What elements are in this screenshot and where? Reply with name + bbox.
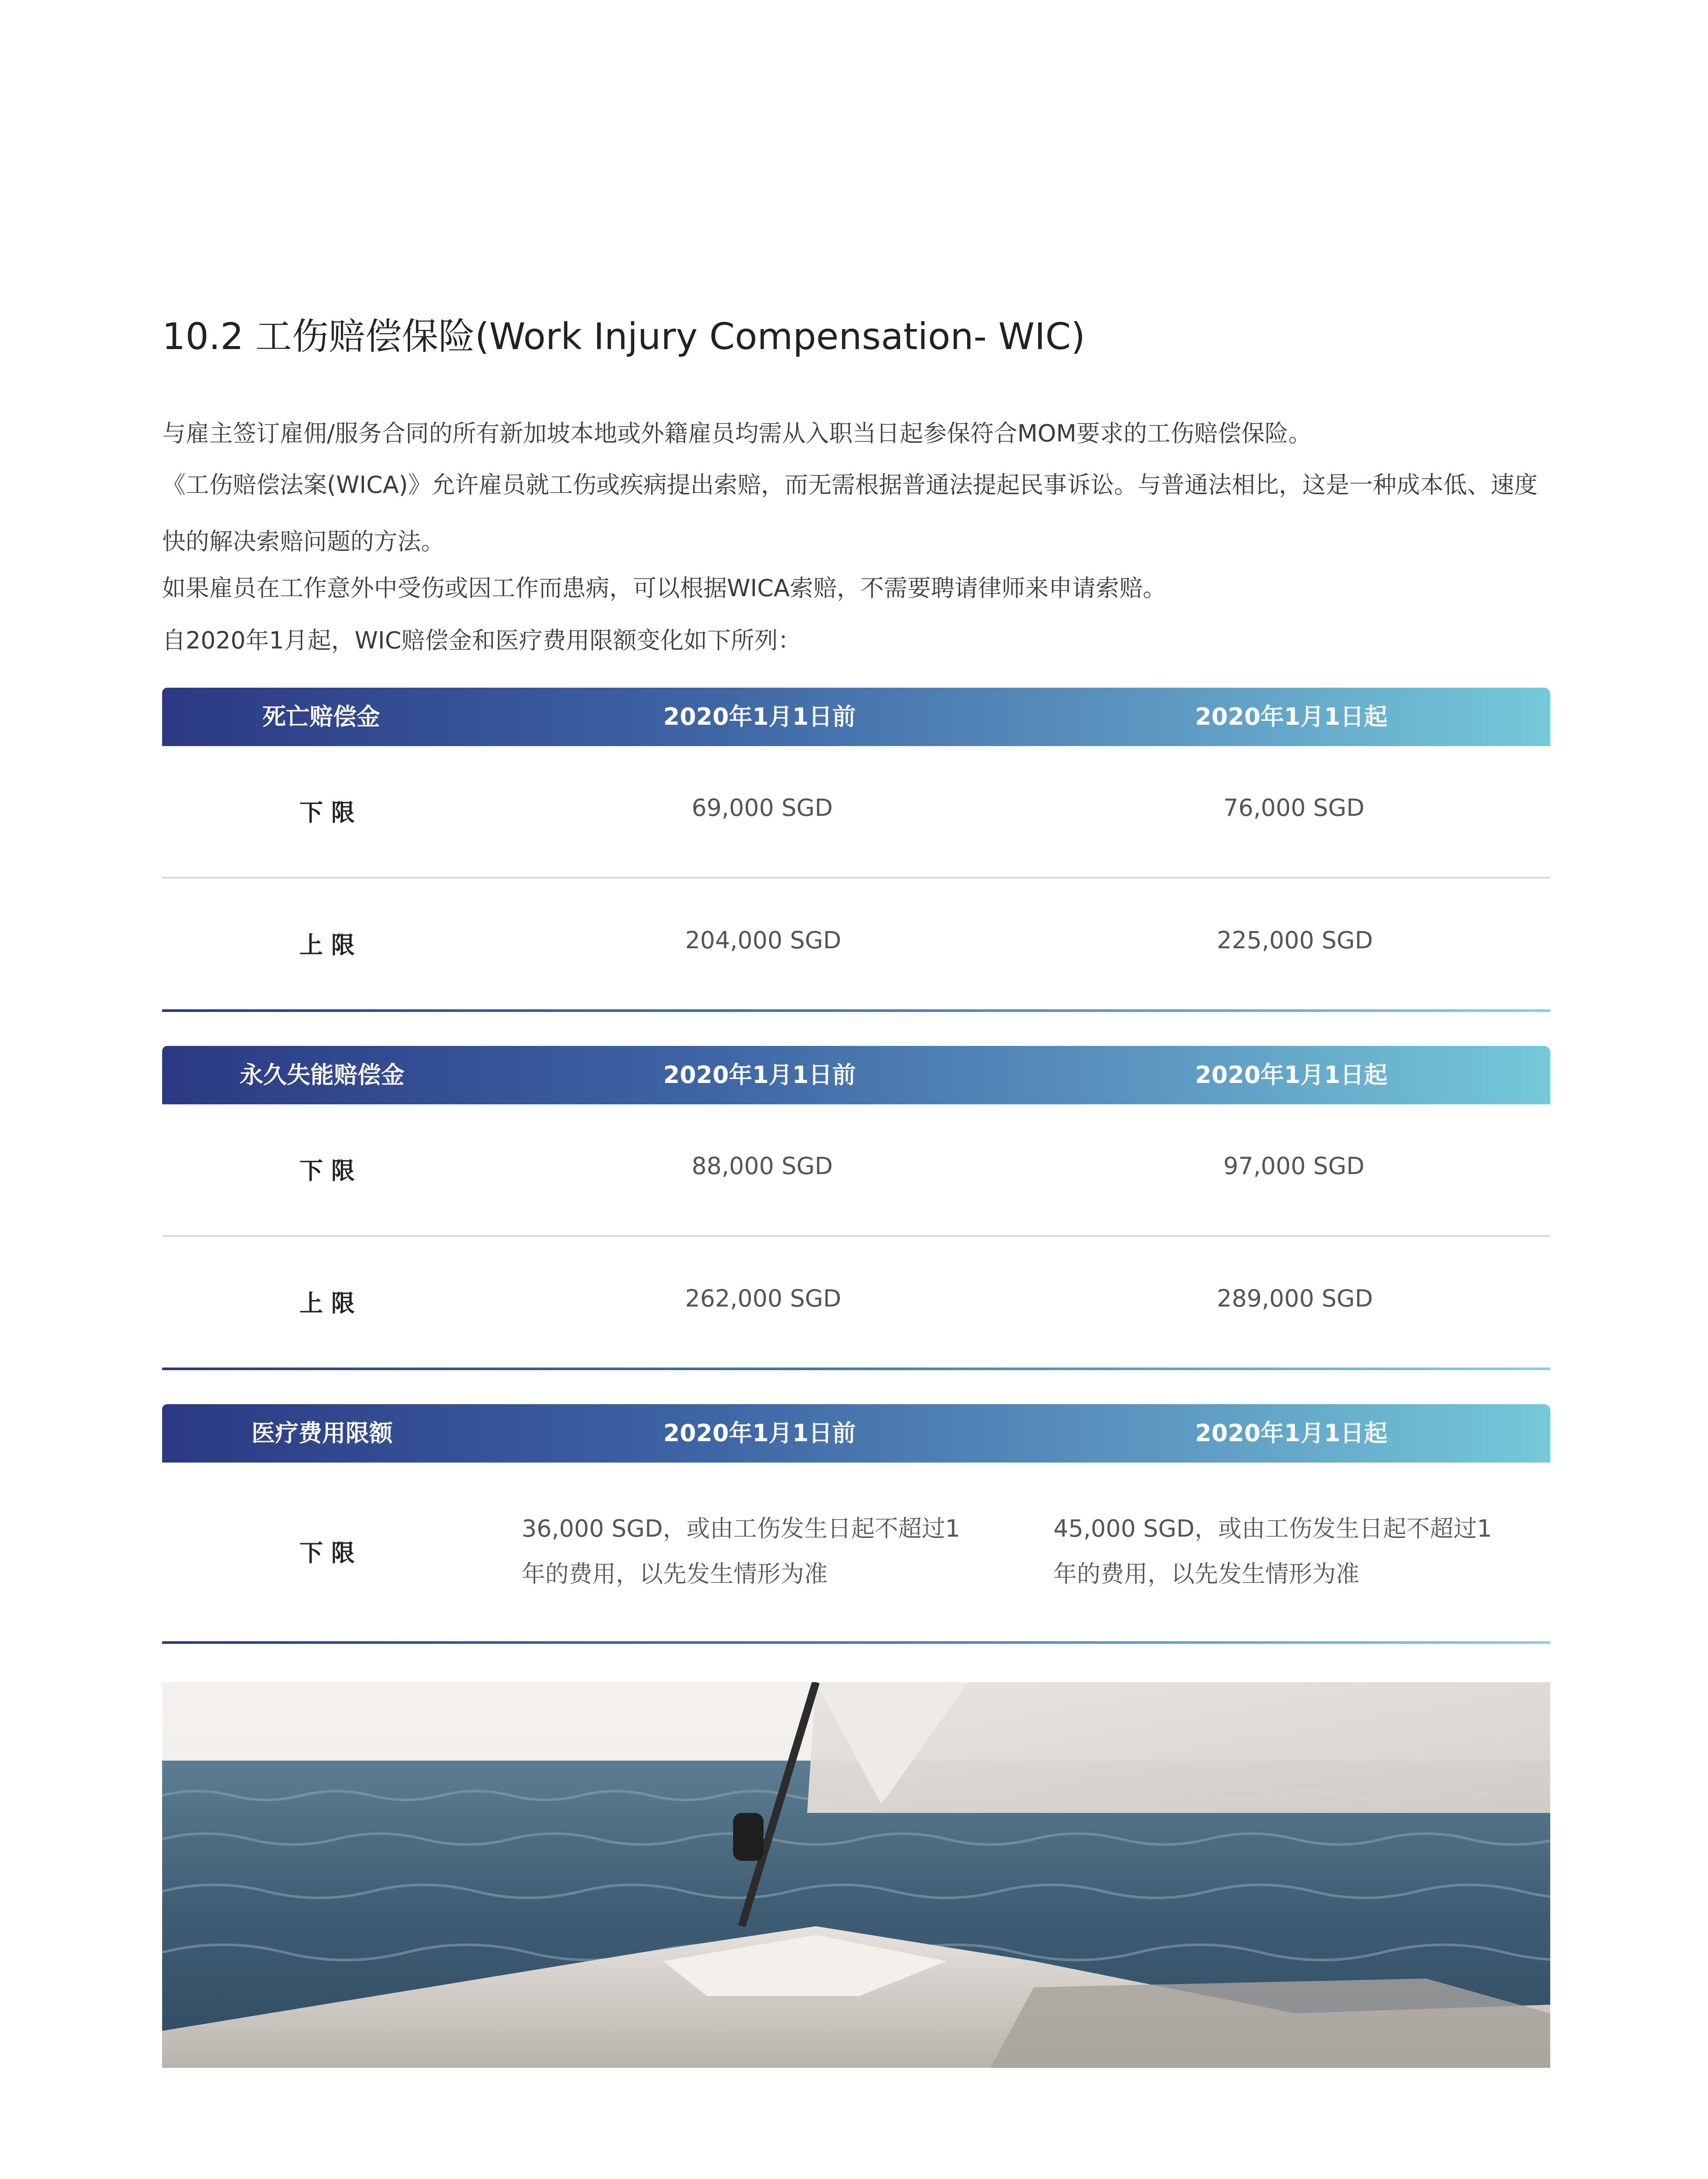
medical-expenses-table — [162, 1404, 1550, 1644]
row-after-value: 76,000 SGD — [1223, 794, 1365, 821]
header-before: 2020年1月1日前 — [663, 1419, 856, 1447]
row-label: 下 限 — [299, 1539, 355, 1567]
row-before-value: 36,000 SGD，或由工伤发生日起不超过1年的费用，以先发生情形为准 — [522, 1515, 961, 1588]
row-after-value: 97,000 SGD — [1223, 1152, 1365, 1180]
table-end-line — [162, 1641, 1550, 1644]
table-end-line — [162, 1009, 1550, 1012]
header-before: 2020年1月1日前 — [663, 703, 856, 730]
header-category: 死亡赔偿金 — [262, 703, 380, 730]
row-label: 下 限 — [299, 799, 355, 826]
row-after-value: 45,000 SGD，或由工伤发生日起不超过1年的费用，以先发生情形为准 — [1053, 1515, 1492, 1588]
section-title: 10.2 工伤赔偿保险(Work Injury Compensation- WIC) — [162, 315, 1085, 358]
row-before-value: 69,000 SGD — [692, 794, 833, 821]
row-after-value: 225,000 SGD — [1217, 927, 1373, 954]
table-header — [162, 1404, 1550, 1463]
header-after: 2020年1月1日起 — [1195, 1419, 1388, 1447]
header-before: 2020年1月1日前 — [663, 1061, 856, 1089]
table-header — [162, 688, 1550, 746]
table-row — [162, 746, 1550, 877]
row-label: 上 限 — [299, 931, 355, 959]
header-category: 永久失能赔偿金 — [240, 1061, 404, 1089]
table-end-line — [162, 1368, 1550, 1370]
row-before-value: 88,000 SGD — [692, 1152, 833, 1180]
table-row — [162, 1237, 1550, 1368]
row-before-value: 204,000 SGD — [685, 927, 842, 954]
permanent-incapacity-table — [162, 1046, 1550, 1370]
row-after-value: 289,000 SGD — [1217, 1285, 1373, 1312]
sailboat-photo — [162, 1682, 1550, 2068]
row-label: 下 限 — [299, 1157, 355, 1185]
paragraph-2: 《工伤赔偿法案(WICA)》允许雇员就工伤或疾病提出索赔，而无需根据普通法提起民事诉讼。与普通法相比，这是一种成本低、速度快的解决索赔问题的方法。 — [162, 471, 1538, 555]
header-category: 医疗费用限额 — [251, 1419, 393, 1447]
table-header — [162, 1046, 1550, 1104]
row-before-value: 262,000 SGD — [685, 1285, 842, 1312]
table-row — [162, 1463, 1550, 1641]
paragraph-4: 自2020年1月起，WIC赔偿金和医疗费用限额变化如下所列： — [162, 627, 801, 654]
table-row — [162, 1104, 1550, 1235]
row-label: 上 限 — [299, 1290, 355, 1317]
table-row — [162, 879, 1550, 1009]
paragraph-3: 如果雇员在工作意外中受伤或因工作而患病，可以根据WICA索赔，不需要聘请律师来申请索赔。 — [162, 574, 1166, 602]
header-after: 2020年1月1日起 — [1195, 703, 1388, 730]
death-compensation-table — [162, 688, 1550, 1012]
header-after: 2020年1月1日起 — [1195, 1061, 1388, 1089]
paragraph-1: 与雇主签订雇佣/服务合同的所有新加坡本地或外籍雇员均需从入职当日起参保符合MOM要求的工伤赔偿保险。 — [162, 420, 1312, 447]
